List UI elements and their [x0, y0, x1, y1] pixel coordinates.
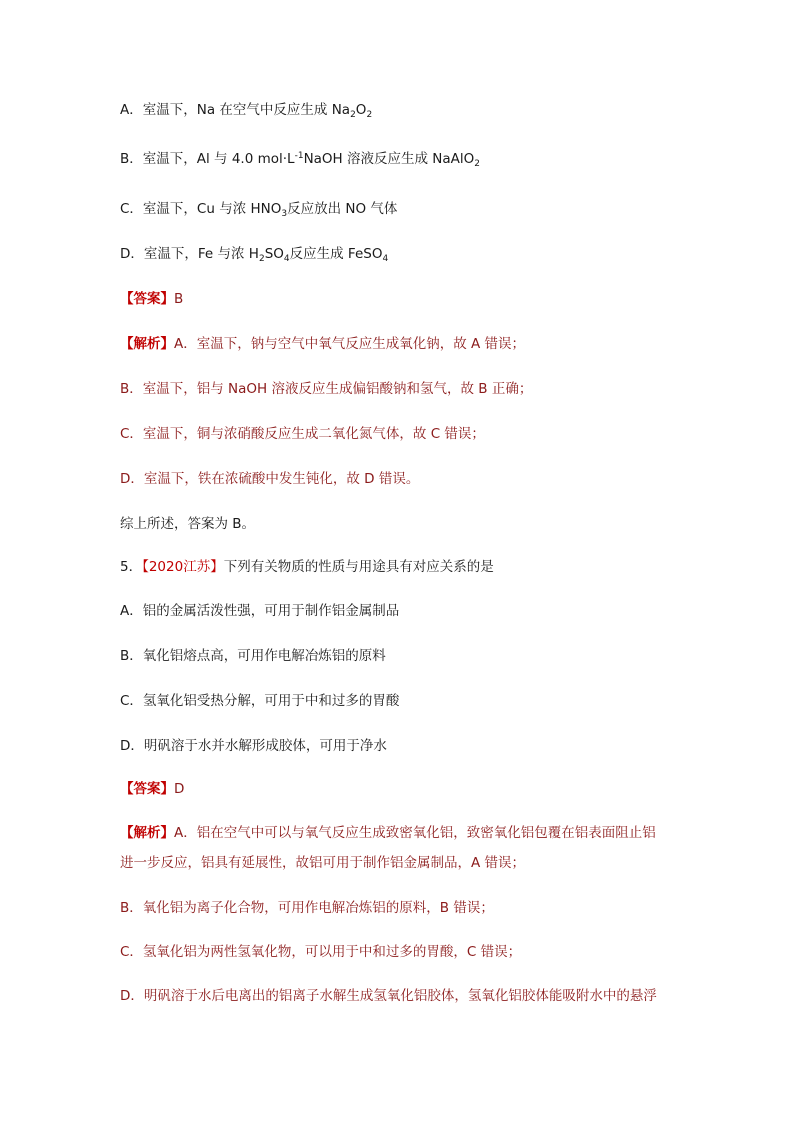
q5-analysis-d: D．明矾溶于水后电离出的铝离子水解生成氢氧化铝胶体，氢氧化铝胶体能吸附水中的悬浮 — [120, 988, 657, 1004]
q4-option-c: C．室温下，Cu 与浓 $HNO_3$反应放出 NO 气体 — [120, 201, 398, 219]
q5-option-b: B．氧化铝熔点高，可用作电解冶炼铝的原料 — [120, 648, 386, 664]
answer-value: B — [174, 291, 184, 307]
q4-option-b: B．室温下，Al 与 4.0 $mol\cdot L^{-1}NaOH$ 溶液反应生成 NaAlO$_2$ — [120, 151, 481, 169]
q4-analysis-c: C．室温下，铜与浓硝酸反应生成二氧化氮气体，故 C 错误； — [120, 426, 485, 442]
q5-analysis-a: 【解析】A．铝在空气中可以与氧气反应生成致密氧化铝，致密氧化铝包覆在铝表面阻止铝 — [120, 825, 656, 841]
q4-summary: 综上所述，答案为 B。 — [120, 516, 256, 532]
q5-option-a: A．铝的金属活泼性强，可用于制作铝金属制品 — [120, 603, 400, 619]
q4-analysis-b: B．室温下，铝与 NaOH 溶液反应生成偏铝酸钠和氢气，故 B 正确； — [120, 381, 533, 397]
q4-analysis-d: D．室温下，铁在浓硫酸中发生钝化，故 D 错误。 — [120, 471, 420, 487]
answer-value: D — [174, 781, 185, 797]
q5-stem-text: 下列有关物质的性质与用途具有对应关系的是 — [223, 559, 494, 575]
q5-number: 5． — [120, 559, 143, 575]
q5-answer — [120, 779, 184, 799]
q4-option-a: A．室温下，Na 在空气中反应生成 $Na_2O_2$ — [120, 102, 373, 120]
q4-answer — [120, 289, 183, 309]
analysis-label: 【解析】 — [120, 336, 174, 352]
answer-label: 【答案】 — [120, 291, 174, 307]
q5-analysis-c: C．氢氧化铝为两性氢氧化物，可以用于中和过多的胃酸，C 错误； — [120, 944, 522, 960]
q5-option-c: C．氢氧化铝受热分解，可用于中和过多的胃酸 — [120, 693, 400, 709]
q5-option-d: D．明矾溶于水并水解形成胶体，可用于净水 — [120, 738, 387, 754]
q4-option-d: D．室温下，Fe 与浓 $H_2SO_4$反应生成 FeSO$_4$ — [120, 246, 389, 264]
q5-analysis-a-cont: 进一步反应，铝具有延展性，故铝可用于制作铝金属制品，A 错误； — [120, 855, 526, 871]
q5-stem — [120, 557, 494, 577]
q4-analysis-a: 【解析】A．室温下，钠与空气中氧气反应生成氧化钠，故 A 错误； — [120, 336, 526, 352]
q5-analysis-b: B．氧化铝为离子化合物，可用作电解冶炼铝的原料，B 错误； — [120, 900, 494, 916]
analysis-label: 【解析】 — [120, 825, 174, 841]
q5-source: 【2020江苏】 — [142, 559, 224, 575]
answer-label: 【答案】 — [120, 781, 174, 797]
